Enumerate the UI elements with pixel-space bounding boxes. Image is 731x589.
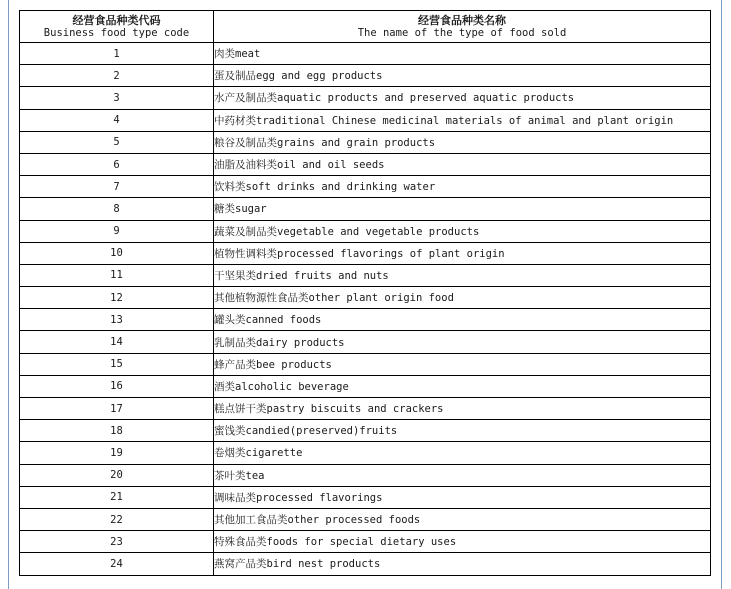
food-type-name-cn: 糖类 (214, 203, 235, 216)
header-name-en: The name of the type of food sold (357, 26, 567, 39)
food-type-code: 20 (20, 464, 214, 486)
food-type-name-cn: 其他加工食品类 (214, 514, 288, 527)
food-type-name (214, 508, 711, 530)
table-row (20, 198, 711, 220)
food-type-name (214, 464, 711, 486)
food-type-code: 24 (20, 553, 214, 575)
food-type-code: 15 (20, 353, 214, 375)
food-type-code: 6 (20, 153, 214, 175)
food-type-name (214, 220, 711, 242)
food-type-name (214, 375, 711, 397)
table-row (20, 353, 711, 375)
food-type-name-cn: 蜂产品类 (214, 358, 256, 371)
food-type-code: 12 (20, 287, 214, 309)
table-row (20, 486, 711, 508)
table-row (20, 375, 711, 397)
food-type-code: 22 (20, 508, 214, 530)
table-row (20, 508, 711, 530)
table-row (20, 553, 711, 575)
food-type-name-en: vegetable and vegetable products (277, 225, 480, 238)
food-type-name-en: meat (235, 48, 261, 61)
table-row (20, 176, 711, 198)
food-type-name-en: canned foods (245, 314, 322, 327)
food-type-name-en: dairy products (256, 336, 345, 349)
food-type-name-cn: 调味品类 (214, 491, 256, 504)
food-type-name-cn: 油脂及油料类 (214, 159, 277, 172)
table-row (20, 43, 711, 65)
food-type-name-cn: 肉类 (214, 48, 235, 61)
food-type-name-en: bird nest products (266, 558, 381, 571)
food-type-table (19, 10, 711, 576)
food-type-name-en: other processed foods (287, 514, 421, 527)
table-row (20, 264, 711, 286)
food-type-code: 5 (20, 131, 214, 153)
food-type-name (214, 176, 711, 198)
food-type-name-cn: 蔬菜及制品类 (214, 225, 277, 238)
food-type-code: 7 (20, 176, 214, 198)
food-type-name-en: cigarette (245, 447, 303, 460)
food-type-code: 19 (20, 442, 214, 464)
food-type-name (214, 153, 711, 175)
food-type-name-cn: 蛋及制品 (214, 70, 256, 83)
food-type-name (214, 531, 711, 553)
food-type-name (214, 420, 711, 442)
table-row (20, 109, 711, 131)
food-type-code: 2 (20, 65, 214, 87)
food-type-name (214, 131, 711, 153)
table-row (20, 87, 711, 109)
food-type-code: 18 (20, 420, 214, 442)
food-type-code: 11 (20, 264, 214, 286)
food-type-name-cn: 茶叶类 (214, 469, 246, 482)
food-type-name (214, 442, 711, 464)
food-type-name (214, 198, 711, 220)
food-type-code: 17 (20, 398, 214, 420)
food-type-code: 23 (20, 531, 214, 553)
food-type-name-en: dried fruits and nuts (256, 269, 389, 282)
food-type-name-en: pastry biscuits and crackers (266, 403, 444, 416)
food-type-name-cn: 罐头类 (214, 314, 246, 327)
food-type-name-en: bee products (256, 358, 332, 371)
table-row (20, 242, 711, 264)
food-type-name-cn: 燕窝产品类 (214, 558, 267, 571)
header-code-cn: 经营食品种类代码 (72, 13, 161, 27)
food-type-name-cn: 乳制品类 (214, 336, 256, 349)
food-type-name-en: traditional Chinese medicinal materials of animal and plant origin (256, 114, 674, 127)
food-type-name (214, 242, 711, 264)
food-type-name-en: other plant origin food (308, 292, 454, 305)
food-type-name-cn: 水产及制品类 (214, 92, 277, 105)
food-type-code: 14 (20, 331, 214, 353)
food-type-name-cn: 粮谷及制品类 (214, 136, 277, 149)
food-type-name (214, 65, 711, 87)
food-type-name-en: sugar (235, 203, 267, 216)
food-type-code: 3 (20, 87, 214, 109)
food-type-name-en: grains and grain products (277, 136, 436, 149)
table-row (20, 287, 711, 309)
table-row (20, 442, 711, 464)
food-type-name-en: tea (245, 469, 265, 482)
table-row (20, 331, 711, 353)
food-type-name-cn: 糕点饼干类 (214, 403, 267, 416)
food-type-code: 21 (20, 486, 214, 508)
food-type-name (214, 287, 711, 309)
food-type-name (214, 331, 711, 353)
table-body (20, 43, 711, 576)
food-type-name-cn: 植物性调料类 (214, 247, 277, 260)
table-row (20, 464, 711, 486)
header-code (20, 11, 214, 43)
food-type-code: 9 (20, 220, 214, 242)
table-header-row (20, 11, 711, 43)
food-type-name (214, 398, 711, 420)
header-name (214, 11, 711, 43)
food-type-name-cn: 中药材类 (214, 114, 256, 127)
table-row (20, 531, 711, 553)
food-type-name-cn: 特殊食品类 (214, 536, 267, 549)
food-type-code: 13 (20, 309, 214, 331)
food-type-name (214, 43, 711, 65)
table-row (20, 420, 711, 442)
food-type-name (214, 309, 711, 331)
food-type-name-en: candied(preserved)fruits (245, 425, 398, 438)
food-type-name (214, 264, 711, 286)
food-type-name-en: egg and egg products (256, 70, 383, 83)
food-type-code: 10 (20, 242, 214, 264)
food-type-name-en: aquatic products and preserved aquatic products (277, 92, 575, 105)
table-row (20, 309, 711, 331)
food-type-name (214, 87, 711, 109)
food-type-name-cn: 酒类 (214, 380, 235, 393)
food-type-name-cn: 其他植物源性食品类 (214, 292, 309, 305)
food-type-code: 4 (20, 109, 214, 131)
header-name-cn: 经营食品种类名称 (418, 13, 506, 27)
food-type-name (214, 353, 711, 375)
food-type-name-en: processed flavorings (256, 491, 383, 504)
food-type-code: 8 (20, 198, 214, 220)
food-type-name-cn: 干坚果类 (214, 269, 256, 282)
table-row (20, 398, 711, 420)
food-type-name-en: alcoholic beverage (235, 380, 349, 393)
food-type-name-en: foods for special dietary uses (266, 536, 457, 549)
table-row (20, 65, 711, 87)
table-row (20, 220, 711, 242)
food-type-name (214, 553, 711, 575)
food-type-code: 16 (20, 375, 214, 397)
food-type-name-cn: 饮料类 (214, 181, 246, 194)
food-type-name-en: soft drinks and drinking water (245, 181, 436, 194)
food-type-name (214, 486, 711, 508)
food-type-name-en: processed flavorings of plant origin (277, 247, 505, 260)
food-type-name (214, 109, 711, 131)
food-type-name-en: oil and oil seeds (277, 159, 385, 172)
food-type-name-cn: 卷烟类 (214, 447, 246, 460)
header-code-en: Business food type code (43, 26, 190, 39)
table-row (20, 153, 711, 175)
food-type-name-cn: 蜜饯类 (214, 425, 246, 438)
food-type-code: 1 (20, 43, 214, 65)
table-row (20, 131, 711, 153)
